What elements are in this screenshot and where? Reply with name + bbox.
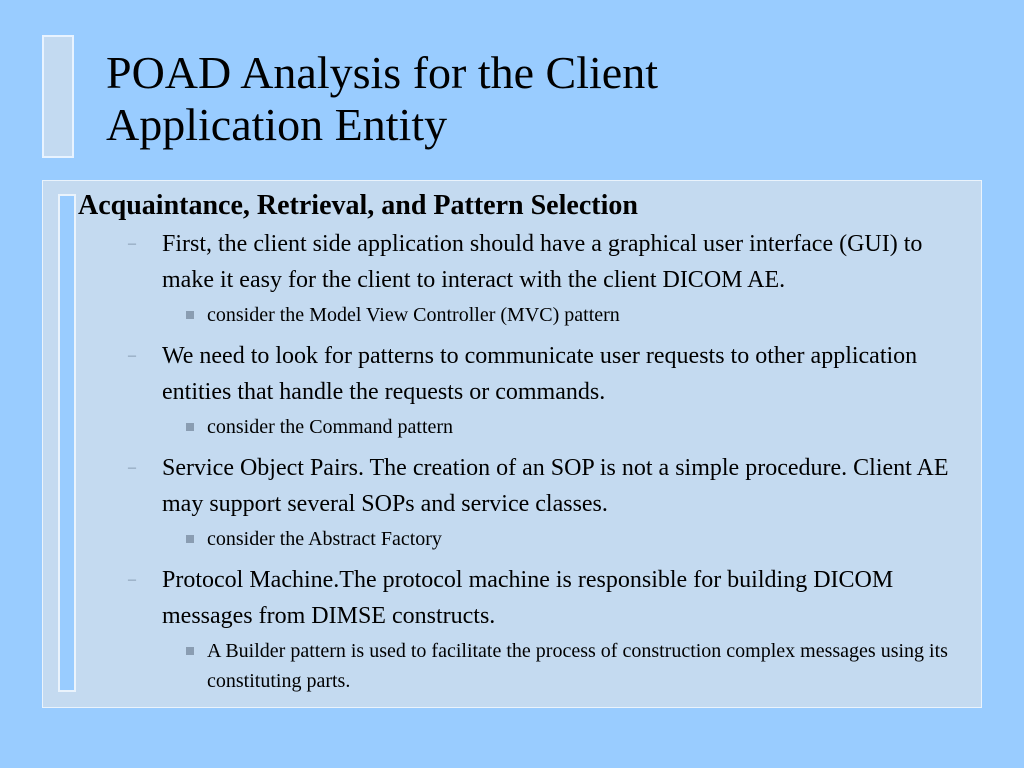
slide-title: POAD Analysis for the Client Application Entity — [106, 47, 658, 150]
dash-marker: – — [128, 571, 136, 588]
bullet-text: First, the client side application should have a graphical user interface (GUI) to make it easy for the client to interact with the client DICOM AE. — [162, 231, 923, 293]
sub-bullet-text: A Builder pattern is used to facilitate the process of construction complex messages using its constituting parts. — [207, 640, 948, 692]
bullet-text: Protocol Machine.The protocol machine is responsible for building DICOM messages from DIMSE constructs. — [162, 567, 894, 629]
sub-bullet-item — [78, 636, 978, 696]
sub-bullet-text: consider the Model View Controller (MVC) pattern — [207, 304, 620, 326]
square-bullet-icon — [186, 535, 194, 543]
slide-body — [78, 188, 978, 704]
sub-bullet-text: consider the Abstract Factory — [207, 528, 442, 550]
square-bullet-icon — [186, 311, 194, 319]
title-accent-bar — [42, 35, 74, 158]
bullet-item — [78, 562, 978, 634]
bullet-item — [78, 226, 978, 298]
section-heading: Acquaintance, Retrieval, and Pattern Selection — [78, 190, 638, 221]
dash-marker: – — [128, 459, 136, 476]
dash-marker: – — [128, 235, 136, 252]
sub-bullet-item — [78, 300, 978, 330]
content-accent-bar — [58, 194, 76, 692]
square-bullet-icon — [186, 647, 194, 655]
bullet-item — [78, 450, 978, 522]
sub-bullet-text: consider the Command pattern — [207, 416, 454, 438]
sub-bullet-item — [78, 412, 978, 442]
square-bullet-icon — [186, 423, 194, 431]
bullet-text: We need to look for patterns to communicate user requests to other application entities that handle the requests or commands. — [162, 343, 918, 405]
bullet-text: Service Object Pairs. The creation of an SOP is not a simple procedure. Client AE may support several SOPs and service classes. — [162, 455, 949, 517]
bullet-item — [78, 338, 978, 410]
sub-bullet-item — [78, 524, 978, 554]
dash-marker: – — [128, 347, 136, 364]
